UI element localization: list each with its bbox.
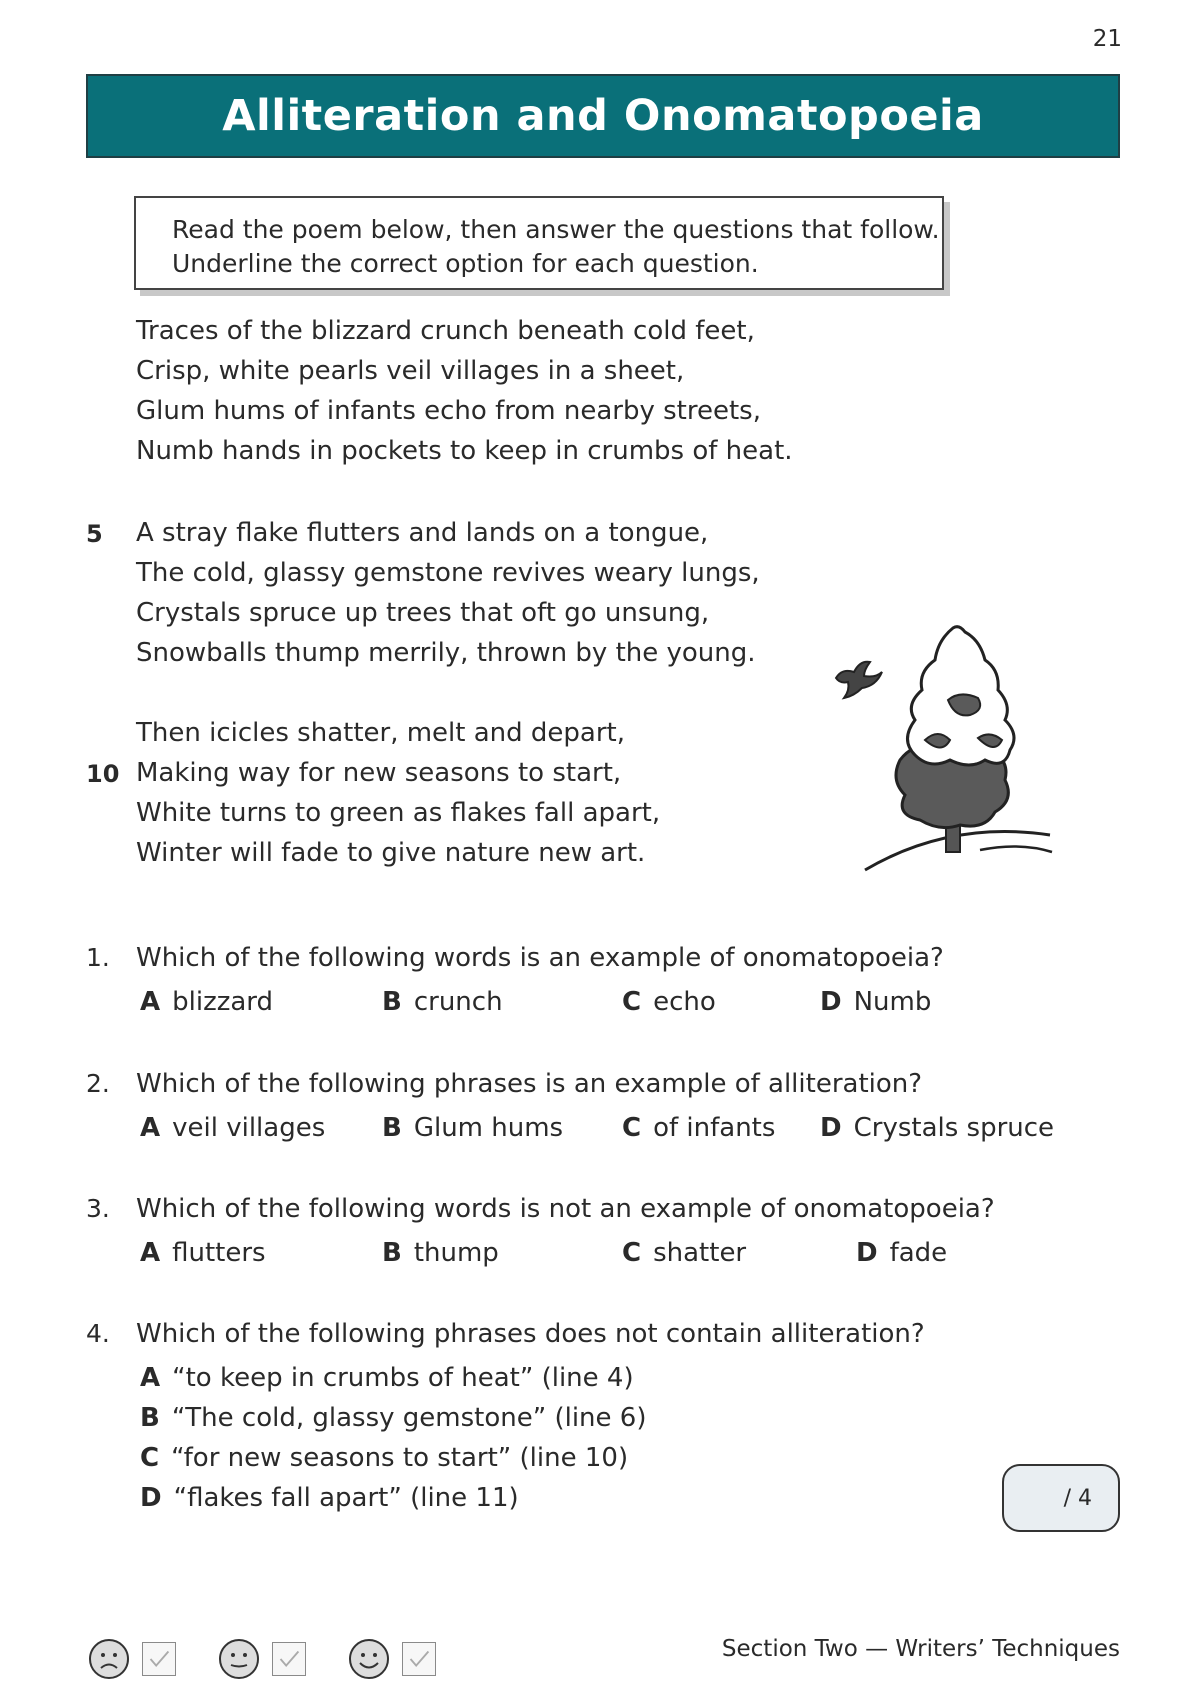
score-label: / 4 <box>1063 1485 1092 1511</box>
option-letter: B <box>140 1403 160 1433</box>
option-text: shatter <box>653 1238 747 1268</box>
option-letter: B <box>382 1238 402 1268</box>
option-text: blizzard <box>172 987 274 1017</box>
option-c[interactable] <box>622 1238 746 1268</box>
option-letter: A <box>140 1363 161 1393</box>
option-text: flutters <box>172 1238 266 1268</box>
instruction-line: Read the poem below, then answer the questions that follow. <box>172 215 940 244</box>
option-text: of infants <box>653 1113 776 1143</box>
option-letter: C <box>140 1443 160 1473</box>
option-d[interactable] <box>820 1113 1054 1143</box>
option-a[interactable] <box>140 987 273 1017</box>
option-letter: A <box>140 1113 161 1143</box>
poem-line: Snowballs thump merrily, thrown by the young. <box>136 638 756 668</box>
question-text: Which of the following words is an example of onomatopoeia? <box>136 943 944 973</box>
option-a[interactable] <box>140 1363 634 1393</box>
page-title: Alliteration and Onomatopoeia <box>222 91 984 141</box>
question-number: 2. <box>86 1069 110 1098</box>
option-letter: C <box>622 987 642 1017</box>
question-text: Which of the following phrases is an example of alliteration? <box>136 1069 923 1099</box>
question-text: Which of the following words is not an example of onomatopoeia? <box>136 1194 995 1224</box>
page-number: 21 <box>1092 26 1122 52</box>
section-footer: Section Two — Writers’ Techniques <box>721 1636 1120 1662</box>
poem-line: Winter will fade to give nature new art. <box>136 838 646 868</box>
option-text: “for new seasons to start” (line 10) <box>171 1443 629 1473</box>
option-b[interactable] <box>382 987 503 1017</box>
option-d[interactable] <box>820 987 931 1017</box>
title-banner <box>86 74 1120 158</box>
instruction-box <box>134 196 944 290</box>
option-letter: A <box>140 987 161 1017</box>
option-text: thump <box>413 1238 499 1268</box>
option-letter: D <box>820 987 842 1017</box>
option-text: crunch <box>413 987 503 1017</box>
poem-line: Crisp, white pearls veil villages in a sheet, <box>136 356 685 386</box>
poem-line: Numb hands in pockets to keep in crumbs of heat. <box>136 436 793 466</box>
option-c[interactable] <box>622 1113 775 1143</box>
poem-line: Making way for new seasons to start, <box>136 758 622 788</box>
poem-line: White turns to green as flakes fall apart, <box>136 798 661 828</box>
neutral-face-icon[interactable] <box>218 1638 260 1680</box>
tick-box-icon[interactable] <box>272 1642 306 1676</box>
option-b[interactable] <box>382 1113 563 1143</box>
line-number: 10 <box>86 760 120 788</box>
option-text: Crystals spruce <box>853 1113 1055 1143</box>
option-d[interactable] <box>856 1238 947 1268</box>
option-text: echo <box>653 987 716 1017</box>
option-d[interactable] <box>140 1483 519 1513</box>
poem-line: Traces of the blizzard crunch beneath cold feet, <box>136 316 755 346</box>
option-text: “The cold, glassy gemstone” (line 6) <box>171 1403 647 1433</box>
option-letter: B <box>382 987 402 1017</box>
option-b[interactable] <box>382 1238 499 1268</box>
line-number: 5 <box>86 520 103 548</box>
tick-box-icon[interactable] <box>402 1642 436 1676</box>
option-letter: B <box>382 1113 402 1143</box>
option-text: fade <box>889 1238 948 1268</box>
option-letter: C <box>622 1113 642 1143</box>
sad-face-icon[interactable] <box>88 1638 130 1680</box>
question-number: 1. <box>86 943 110 972</box>
score-box[interactable] <box>1002 1464 1120 1532</box>
poem-line: A stray flake flutters and lands on a tongue, <box>136 518 709 548</box>
poem-line: Crystals spruce up trees that oft go unsung, <box>136 598 710 628</box>
option-b[interactable] <box>140 1403 646 1433</box>
question-number: 3. <box>86 1194 110 1223</box>
poem-line: The cold, glassy gemstone revives weary lungs, <box>136 558 760 588</box>
option-letter: C <box>622 1238 642 1268</box>
question-number: 4. <box>86 1319 110 1348</box>
option-letter: A <box>140 1238 161 1268</box>
instruction-line: Underline the correct option for each question. <box>172 249 759 278</box>
option-text: veil villages <box>172 1113 326 1143</box>
option-text: “flakes fall apart” (line 11) <box>173 1483 519 1513</box>
option-text: “to keep in crumbs of heat” (line 4) <box>172 1363 634 1393</box>
happy-face-icon[interactable] <box>348 1638 390 1680</box>
option-letter: D <box>820 1113 842 1143</box>
snowy-tree-illustration <box>820 620 1060 880</box>
poem-line: Then icicles shatter, melt and depart, <box>136 718 625 748</box>
option-c[interactable] <box>140 1443 628 1473</box>
tick-box-icon[interactable] <box>142 1642 176 1676</box>
option-a[interactable] <box>140 1238 266 1268</box>
option-text: Numb <box>853 987 932 1017</box>
option-letter: D <box>856 1238 878 1268</box>
option-a[interactable] <box>140 1113 325 1143</box>
option-text: Glum hums <box>413 1113 564 1143</box>
question-text: Which of the following phrases does not contain alliteration? <box>136 1319 925 1349</box>
option-letter: D <box>140 1483 162 1513</box>
poem-line: Glum hums of infants echo from nearby streets, <box>136 396 761 426</box>
option-c[interactable] <box>622 987 716 1017</box>
